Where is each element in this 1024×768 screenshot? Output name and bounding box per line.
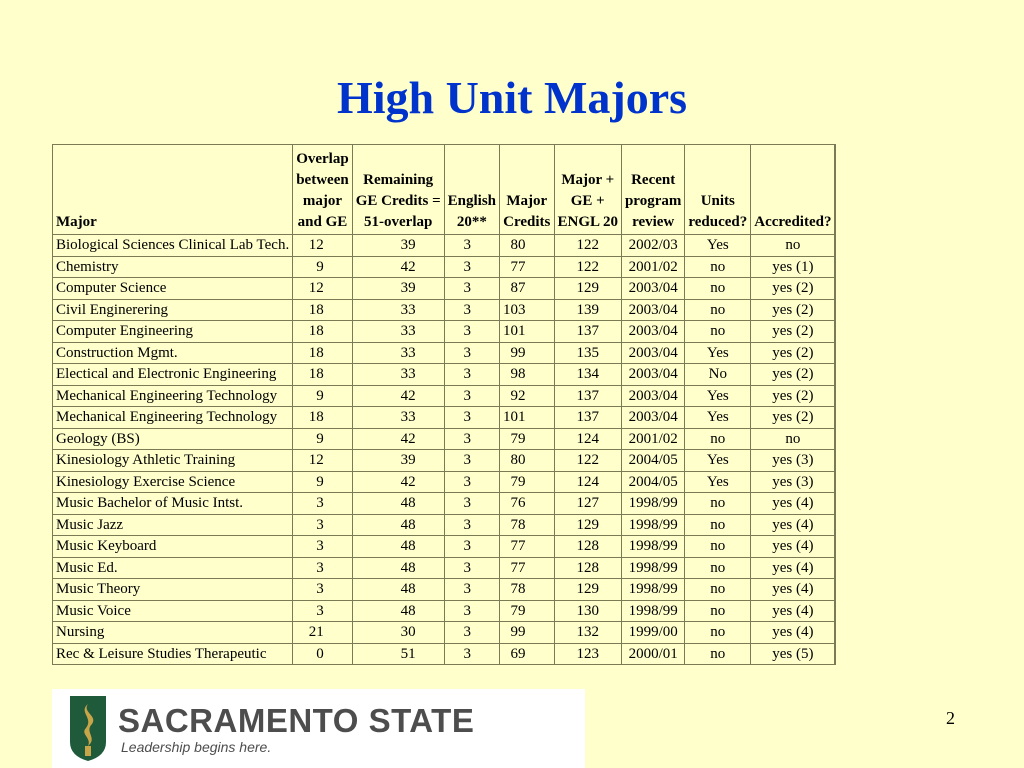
cell-units-reduced: Yes — [685, 471, 751, 493]
header-line: Accredited? — [754, 214, 832, 230]
cell-major: Mechanical Engineering Technology — [53, 385, 293, 407]
cell-overlap: 9 — [293, 256, 353, 278]
cell-remaining-ge: 33 — [352, 364, 444, 386]
cell-english-20: 3 — [444, 600, 499, 622]
cell-accredited: yes (5) — [751, 643, 836, 665]
header-english-20 — [444, 145, 499, 235]
cell-remaining-ge: 48 — [352, 557, 444, 579]
cell-major: Mechanical Engineering Technology — [53, 407, 293, 429]
cell-units-reduced: Yes — [685, 407, 751, 429]
header-line: major — [302, 193, 343, 209]
cell-remaining-ge: 42 — [352, 385, 444, 407]
cell-accredited: yes (1) — [751, 256, 836, 278]
cell-accredited: yes (2) — [751, 364, 836, 386]
cell-program-review: 1998/99 — [621, 493, 684, 515]
cell-total-units: 128 — [554, 536, 621, 558]
cell-units-reduced: no — [685, 557, 751, 579]
cell-units-reduced: No — [685, 364, 751, 386]
cell-english-20: 3 — [444, 428, 499, 450]
table-row — [53, 364, 836, 386]
header-line: GE + — [570, 193, 605, 209]
cell-major: Rec & Leisure Studies Therapeutic — [53, 643, 293, 665]
cell-accredited: yes (4) — [751, 622, 836, 644]
cell-english-20: 3 — [444, 256, 499, 278]
cell-units-reduced: no — [685, 299, 751, 321]
header-line: Credits — [503, 214, 551, 230]
cell-major-credits: 103 — [500, 299, 555, 321]
cell-overlap: 3 — [293, 536, 353, 558]
table-row — [53, 256, 836, 278]
cell-accredited: yes (2) — [751, 407, 836, 429]
cell-major-credits: 77 — [500, 557, 555, 579]
cell-major: Music Jazz — [53, 514, 293, 536]
cell-major-credits: 78 — [500, 514, 555, 536]
table-row — [53, 385, 836, 407]
cell-accredited: yes (4) — [751, 579, 836, 601]
cell-major-credits: 99 — [500, 342, 555, 364]
cell-major-credits: 79 — [500, 471, 555, 493]
cell-accredited: yes (2) — [751, 321, 836, 343]
cell-remaining-ge: 42 — [352, 256, 444, 278]
torch-flame-icon — [68, 694, 108, 762]
cell-overlap: 12 — [293, 450, 353, 472]
cell-program-review: 2001/02 — [621, 428, 684, 450]
cell-accredited: yes (4) — [751, 493, 836, 515]
header-line: review — [632, 214, 675, 230]
cell-total-units: 128 — [554, 557, 621, 579]
cell-english-20: 3 — [444, 557, 499, 579]
cell-major-credits: 77 — [500, 536, 555, 558]
cell-program-review: 2001/02 — [621, 256, 684, 278]
cell-accredited: yes (4) — [751, 536, 836, 558]
cell-accredited: yes (4) — [751, 514, 836, 536]
table-row — [53, 557, 836, 579]
cell-overlap: 18 — [293, 407, 353, 429]
header-major — [53, 145, 293, 235]
cell-major: Music Ed. — [53, 557, 293, 579]
university-logo — [52, 689, 585, 768]
cell-total-units: 123 — [554, 643, 621, 665]
table-body — [53, 235, 836, 665]
cell-accredited: yes (3) — [751, 471, 836, 493]
cell-major-credits: 79 — [500, 600, 555, 622]
cell-remaining-ge: 33 — [352, 407, 444, 429]
cell-major-credits: 80 — [500, 235, 555, 257]
cell-overlap: 18 — [293, 342, 353, 364]
header-line: and GE — [297, 214, 348, 230]
cell-remaining-ge: 48 — [352, 514, 444, 536]
cell-overlap: 3 — [293, 600, 353, 622]
cell-total-units: 139 — [554, 299, 621, 321]
cell-overlap: 3 — [293, 514, 353, 536]
header-line: 51-overlap — [364, 214, 433, 230]
cell-program-review: 1998/99 — [621, 579, 684, 601]
cell-overlap: 3 — [293, 579, 353, 601]
cell-program-review: 2004/05 — [621, 471, 684, 493]
cell-units-reduced: no — [685, 428, 751, 450]
cell-total-units: 129 — [554, 278, 621, 300]
cell-total-units: 129 — [554, 514, 621, 536]
table-row — [53, 450, 836, 472]
cell-units-reduced: no — [685, 622, 751, 644]
logo-name: SACRAMENTO STATE — [118, 702, 475, 739]
cell-units-reduced: no — [685, 493, 751, 515]
cell-total-units: 129 — [554, 579, 621, 601]
cell-english-20: 3 — [444, 622, 499, 644]
header-line: Major — [506, 193, 548, 209]
header-line: ENGL 20 — [557, 214, 618, 230]
cell-program-review: 1998/99 — [621, 600, 684, 622]
cell-units-reduced: no — [685, 600, 751, 622]
cell-total-units: 124 — [554, 428, 621, 450]
majors-table — [52, 144, 836, 665]
table-row — [53, 278, 836, 300]
cell-major-credits: 101 — [500, 407, 555, 429]
cell-accredited: yes (2) — [751, 385, 836, 407]
logo-tagline: Leadership begins here. — [121, 739, 272, 755]
cell-overlap: 3 — [293, 493, 353, 515]
table-row — [53, 299, 836, 321]
header-program-review — [621, 145, 684, 235]
cell-remaining-ge: 48 — [352, 600, 444, 622]
slide-title: High Unit Majors — [336, 72, 688, 123]
cell-major: Electical and Electronic Engineering — [53, 364, 293, 386]
cell-remaining-ge: 42 — [352, 471, 444, 493]
cell-units-reduced: no — [685, 536, 751, 558]
header-line: reduced? — [688, 214, 748, 230]
cell-major-credits: 76 — [500, 493, 555, 515]
header-line: Remaining — [363, 172, 434, 188]
header-row — [53, 145, 836, 235]
cell-remaining-ge: 48 — [352, 536, 444, 558]
cell-major-credits: 77 — [500, 256, 555, 278]
cell-major: Music Theory — [53, 579, 293, 601]
cell-major-credits: 87 — [500, 278, 555, 300]
cell-accredited: yes (4) — [751, 557, 836, 579]
header-total-units — [554, 145, 621, 235]
page-number: 2 — [946, 708, 955, 728]
cell-units-reduced: no — [685, 321, 751, 343]
cell-program-review: 2003/04 — [621, 385, 684, 407]
cell-units-reduced: Yes — [685, 342, 751, 364]
cell-total-units: 122 — [554, 235, 621, 257]
table-row — [53, 514, 836, 536]
header-line: 20** — [456, 214, 487, 230]
table-row — [53, 622, 836, 644]
cell-remaining-ge: 51 — [352, 643, 444, 665]
header-line: GE Credits = — [355, 193, 441, 209]
cell-major: Computer Science — [53, 278, 293, 300]
cell-major-credits: 78 — [500, 579, 555, 601]
table-row — [53, 536, 836, 558]
cell-program-review: 1998/99 — [621, 514, 684, 536]
cell-total-units: 137 — [554, 407, 621, 429]
header-units-reduced — [685, 145, 751, 235]
cell-remaining-ge: 48 — [352, 493, 444, 515]
header-line: program — [624, 193, 682, 209]
header-line: Major — [56, 214, 97, 230]
header-line: between — [296, 172, 349, 188]
cell-total-units: 137 — [554, 385, 621, 407]
header-overlap — [293, 145, 353, 235]
cell-accredited: yes (2) — [751, 278, 836, 300]
cell-total-units: 137 — [554, 321, 621, 343]
cell-english-20: 3 — [444, 235, 499, 257]
cell-major-credits: 80 — [500, 450, 555, 472]
cell-accredited: yes (3) — [751, 450, 836, 472]
cell-english-20: 3 — [444, 385, 499, 407]
header-accredited — [751, 145, 836, 235]
cell-overlap: 12 — [293, 278, 353, 300]
cell-major-credits: 98 — [500, 364, 555, 386]
cell-remaining-ge: 30 — [352, 622, 444, 644]
table-row — [53, 235, 836, 257]
table-row — [53, 342, 836, 364]
header-line: Major + — [561, 172, 615, 188]
table-row — [53, 428, 836, 450]
cell-accredited: yes (2) — [751, 342, 836, 364]
cell-major: Music Voice — [53, 600, 293, 622]
cell-remaining-ge: 39 — [352, 450, 444, 472]
cell-total-units: 122 — [554, 256, 621, 278]
cell-program-review: 2002/03 — [621, 235, 684, 257]
cell-accredited: yes (4) — [751, 600, 836, 622]
cell-overlap: 18 — [293, 299, 353, 321]
cell-remaining-ge: 39 — [352, 278, 444, 300]
header-major-credits — [500, 145, 555, 235]
cell-total-units: 122 — [554, 450, 621, 472]
cell-program-review: 2004/05 — [621, 450, 684, 472]
cell-overlap: 9 — [293, 471, 353, 493]
cell-program-review: 2003/04 — [621, 299, 684, 321]
cell-remaining-ge: 39 — [352, 235, 444, 257]
cell-major-credits: 99 — [500, 622, 555, 644]
cell-major: Kinesiology Exercise Science — [53, 471, 293, 493]
cell-total-units: 134 — [554, 364, 621, 386]
cell-total-units: 130 — [554, 600, 621, 622]
cell-program-review: 2003/04 — [621, 342, 684, 364]
cell-remaining-ge: 33 — [352, 342, 444, 364]
table-row — [53, 579, 836, 601]
cell-accredited: yes (2) — [751, 299, 836, 321]
table-row — [53, 321, 836, 343]
header-remaining-ge — [352, 145, 444, 235]
cell-program-review: 1999/00 — [621, 622, 684, 644]
cell-overlap: 18 — [293, 321, 353, 343]
cell-overlap: 12 — [293, 235, 353, 257]
cell-major: Computer Engineering — [53, 321, 293, 343]
table-row — [53, 643, 836, 665]
cell-english-20: 3 — [444, 471, 499, 493]
cell-remaining-ge: 48 — [352, 579, 444, 601]
cell-overlap: 3 — [293, 557, 353, 579]
cell-remaining-ge: 42 — [352, 428, 444, 450]
cell-program-review: 2003/04 — [621, 321, 684, 343]
header-line: English — [447, 193, 497, 209]
cell-english-20: 3 — [444, 321, 499, 343]
cell-major-credits: 101 — [500, 321, 555, 343]
cell-overlap: 0 — [293, 643, 353, 665]
cell-english-20: 3 — [444, 536, 499, 558]
cell-major-credits: 79 — [500, 428, 555, 450]
cell-overlap: 21 — [293, 622, 353, 644]
header-line: Units — [700, 193, 735, 209]
header-line: Overlap — [296, 151, 349, 167]
cell-major: Music Bachelor of Music Intst. — [53, 493, 293, 515]
cell-major: Kinesiology Athletic Training — [53, 450, 293, 472]
cell-program-review: 1998/99 — [621, 557, 684, 579]
cell-major: Chemistry — [53, 256, 293, 278]
cell-program-review: 2003/04 — [621, 278, 684, 300]
cell-program-review: 2003/04 — [621, 364, 684, 386]
cell-english-20: 3 — [444, 364, 499, 386]
cell-major: Biological Sciences Clinical Lab Tech. — [53, 235, 293, 257]
cell-major: Geology (BS) — [53, 428, 293, 450]
cell-units-reduced: Yes — [685, 450, 751, 472]
cell-major: Music Keyboard — [53, 536, 293, 558]
cell-units-reduced: no — [685, 579, 751, 601]
cell-major: Nursing — [53, 622, 293, 644]
cell-units-reduced: Yes — [685, 385, 751, 407]
cell-total-units: 127 — [554, 493, 621, 515]
cell-units-reduced: no — [685, 643, 751, 665]
cell-english-20: 3 — [444, 579, 499, 601]
cell-overlap: 9 — [293, 428, 353, 450]
cell-major-credits: 69 — [500, 643, 555, 665]
cell-units-reduced: no — [685, 514, 751, 536]
cell-major-credits: 92 — [500, 385, 555, 407]
cell-program-review: 2000/01 — [621, 643, 684, 665]
cell-overlap: 18 — [293, 364, 353, 386]
cell-overlap: 9 — [293, 385, 353, 407]
cell-program-review: 1998/99 — [621, 536, 684, 558]
cell-units-reduced: Yes — [685, 235, 751, 257]
cell-accredited: no — [751, 235, 836, 257]
cell-english-20: 3 — [444, 514, 499, 536]
cell-english-20: 3 — [444, 407, 499, 429]
table-header — [53, 145, 836, 235]
cell-english-20: 3 — [444, 299, 499, 321]
cell-english-20: 3 — [444, 493, 499, 515]
cell-english-20: 3 — [444, 278, 499, 300]
cell-accredited: no — [751, 428, 836, 450]
header-line: Recent — [631, 172, 676, 188]
cell-remaining-ge: 33 — [352, 299, 444, 321]
cell-english-20: 3 — [444, 342, 499, 364]
cell-english-20: 3 — [444, 450, 499, 472]
cell-units-reduced: no — [685, 278, 751, 300]
cell-major: Construction Mgmt. — [53, 342, 293, 364]
cell-total-units: 132 — [554, 622, 621, 644]
cell-english-20: 3 — [444, 643, 499, 665]
table-row — [53, 493, 836, 515]
cell-remaining-ge: 33 — [352, 321, 444, 343]
cell-total-units: 135 — [554, 342, 621, 364]
cell-units-reduced: no — [685, 256, 751, 278]
table-row — [53, 471, 836, 493]
cell-major: Civil Enginerering — [53, 299, 293, 321]
cell-total-units: 124 — [554, 471, 621, 493]
table-row — [53, 600, 836, 622]
cell-program-review: 2003/04 — [621, 407, 684, 429]
table-row — [53, 407, 836, 429]
